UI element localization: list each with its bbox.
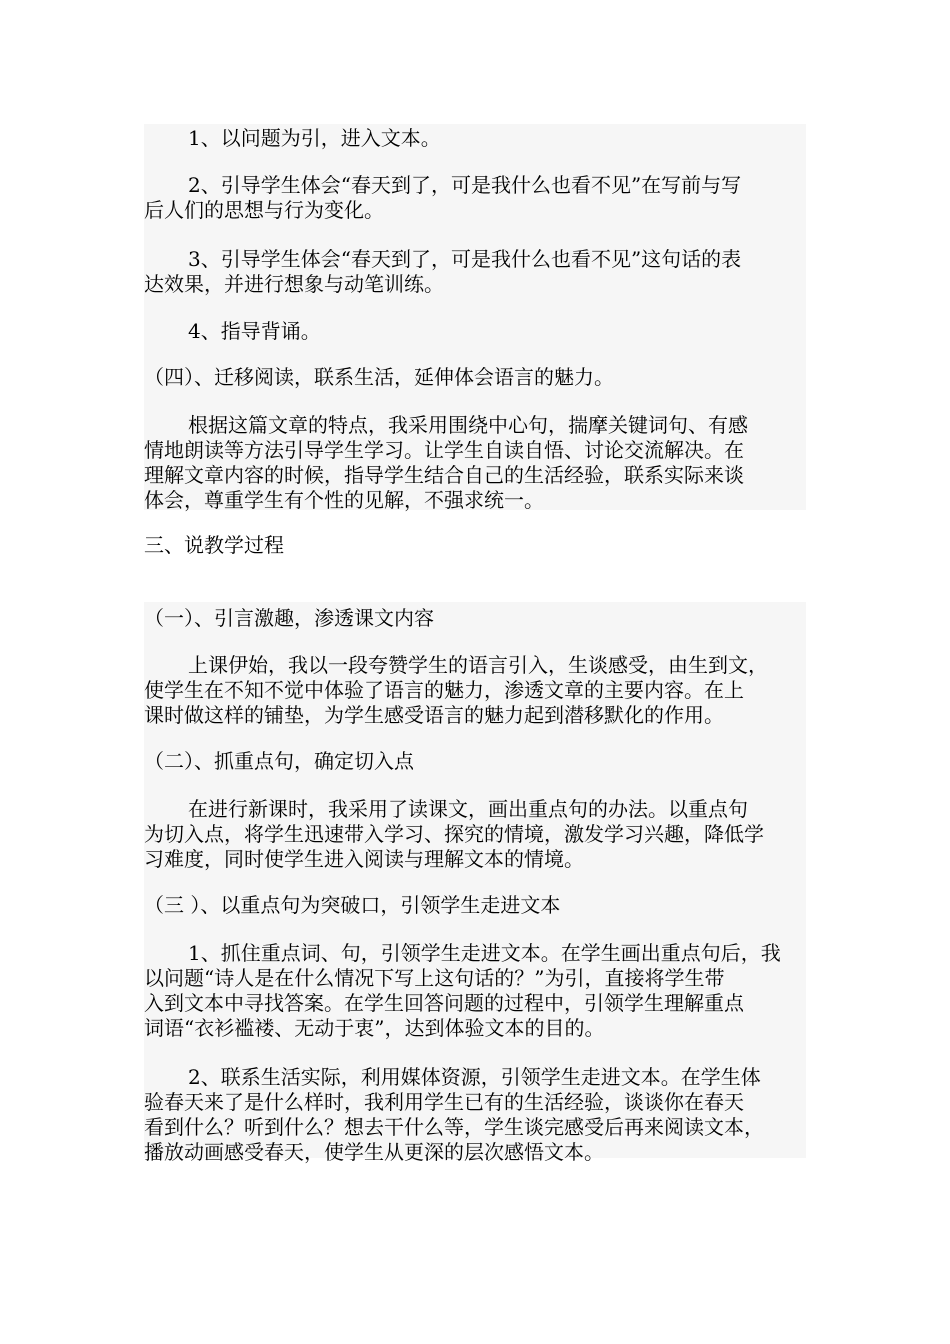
- paragraph-top-3-line-1: 3、引导学生体会“春天到了，可是我什么也看不见”这句话的表: [188, 247, 742, 271]
- paragraph-bottom-1-line-3: 课时做这样的铺垫，为学生感受语言的魅力起到潜移默化的作用。: [144, 703, 724, 727]
- paragraph-top-2-line-1: 2、引导学生体会“春天到了，可是我什么也看不见”在写前与写: [188, 173, 742, 197]
- heading-section-1: （一）、引言激趣，渗透课文内容: [144, 606, 434, 630]
- paragraph-top-5-line-2: 情地朗读等方法引导学生学习。让学生自读自悟、讨论交流解决。在: [144, 438, 744, 462]
- bottom-text-block: [144, 602, 806, 1164]
- paragraph-bottom-4-line-4: 播放动画感受春天，使学生从更深的层次感悟文本。: [144, 1140, 604, 1164]
- paragraph-top-4: 4、指导背诵。: [188, 319, 321, 343]
- paragraph-bottom-2-line-1: 在进行新课时，我采用了读课文，画出重点句的办法。以重点句: [188, 797, 748, 821]
- heading-section-2: （二）、抓重点句，确定切入点: [144, 749, 414, 773]
- paragraph-top-5-line-1: 根据这篇文章的特点，我采用围绕中心句，揣摩关键词句、有感: [188, 413, 748, 437]
- paragraph-bottom-4-line-2: 验春天来了是什么样时，我利用学生已有的生活经验，谈谈你在春天: [144, 1090, 744, 1114]
- paragraph-bottom-2-line-3: 习难度，同时使学生进入阅读与理解文本的情境。: [144, 847, 584, 871]
- paragraph-bottom-4-line-1: 2、联系生活实际，利用媒体资源，引领学生走进文本。在学生体: [188, 1065, 761, 1089]
- paragraph-bottom-1-line-2: 使学生在不知不觉中体验了语言的魅力，渗透文章的主要内容。在上: [144, 678, 744, 702]
- paragraph-bottom-3-line-4: 词语“衣衫褴褛、无动于衷”，达到体验文本的目的。: [144, 1016, 605, 1040]
- paragraph-bottom-1-line-1: 上课伊始，我以一段夸赞学生的语言引入，生谈感受，由生到文，: [188, 653, 768, 677]
- paragraph-top-5-line-4: 体会，尊重学生有个性的见解，不强求统一。: [144, 488, 544, 512]
- paragraph-bottom-4-line-3: 看到什么？听到什么？想去干什么等，学生谈完感受后再来阅读文本，: [144, 1115, 764, 1139]
- paragraph-top-5-line-3: 理解文章内容的时候，指导学生结合自己的生活经验，联系实际来谈: [144, 463, 744, 487]
- paragraph-top-3-line-2: 达效果，并进行想象与动笔训练。: [144, 272, 444, 296]
- paragraph-bottom-3-line-1: 1、抓住重点词、句，引领学生走进文本。在学生画出重点句后，我: [188, 941, 781, 965]
- heading-section-4: （四）、迁移阅读，联系生活，延伸体会语言的魅力。: [144, 365, 614, 389]
- paragraph-bottom-2-line-2: 为切入点，将学生迅速带入学习、探究的情境，激发学习兴趣，降低学: [144, 822, 764, 846]
- heading-section-3: （三 ）、以重点句为突破口，引领学生走进文本: [144, 893, 561, 917]
- paragraph-bottom-3-line-2: 以问题“诗人是在什么情况下写上这句话的？”为引，直接将学生带: [144, 966, 725, 990]
- paragraph-top-2-line-2: 后人们的思想与行为变化。: [144, 198, 384, 222]
- paragraph-top-1: 1、以问题为引，进入文本。: [188, 126, 441, 150]
- top-text-block: [144, 124, 806, 510]
- paragraph-bottom-3-line-3: 入到文本中寻找答案。在学生回答问题的过程中，引领学生理解重点: [144, 991, 744, 1015]
- heading-three: 三、说教学过程: [144, 533, 284, 557]
